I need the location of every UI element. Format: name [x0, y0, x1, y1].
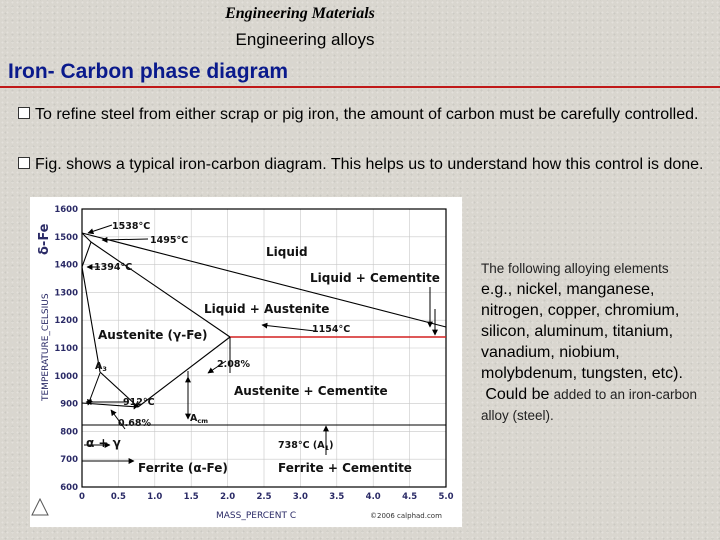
- x-axis-label: MASS_PERCENT C: [216, 511, 297, 521]
- temp-1394-label: 1394°C: [94, 262, 133, 273]
- delta-fe-label: δ-Fe: [37, 223, 52, 255]
- iron-carbon-diagram: [30, 197, 462, 527]
- x-tick-label: 4.0: [365, 492, 381, 502]
- note-tail-text: added to an iron-carbon alloy (steel).: [481, 387, 698, 423]
- y-tick-label: 1200: [54, 316, 78, 327]
- y-tick-label: 1000: [54, 371, 78, 382]
- delta-region-boundary: [82, 233, 91, 267]
- alloying-elements-note: [481, 258, 717, 426]
- region-austenite-cementite: Austenite + Cementite: [234, 384, 388, 398]
- y-tick-label: 1100: [54, 344, 78, 354]
- solidus-line: [91, 242, 230, 337]
- slide-title: Iron- Carbon phase diagram: [8, 60, 289, 83]
- x-tick-label: 0.5: [110, 492, 126, 502]
- note-element-list: e.g., nickel, manganese, nitrogen, copper, chromium, silicon, aluminum, titanium, vanadium, niobium, molybdenum, tungsten, etc).: [481, 281, 683, 382]
- bullet-box-icon: [18, 157, 30, 169]
- region-ferrite: Ferrite (α-Fe): [138, 461, 228, 475]
- y-tick-label: 600: [60, 483, 78, 493]
- x-tick-label: 1.0: [147, 492, 163, 502]
- y-axis-label: TEMPERATURE_CELSIUS: [41, 293, 51, 401]
- acm-label: $A_{cm}$: [190, 413, 208, 425]
- course-title: Engineering Materials: [225, 5, 375, 22]
- bullet-refine-steel: [18, 103, 708, 127]
- y-tick-labels: [54, 205, 78, 493]
- plot-grid: [82, 209, 446, 487]
- x-tick-label: 5.0: [438, 492, 454, 502]
- y-tick-label: 1600: [54, 205, 78, 215]
- region-liquid: Liquid: [266, 245, 308, 259]
- carbon-208-label: 2.08%: [217, 359, 250, 370]
- bullet-text: To refine steel from either scrap or pig iron, the amount of carbon must be carefully controlled.: [35, 106, 699, 123]
- region-austenite: Austenite (γ-Fe): [98, 328, 208, 342]
- temp-912-label: 912°C: [123, 397, 155, 408]
- temp-738-label: 738°C $(A_1)$: [278, 440, 334, 452]
- y-tick-label: 1300: [54, 288, 78, 299]
- x-tick-label: 3.5: [329, 492, 345, 502]
- region-alpha-gamma: α + γ: [86, 436, 121, 450]
- title-underline: [0, 86, 720, 88]
- x-tick-label: 4.5: [402, 492, 418, 502]
- copyright-text: ©2006 calphad.com: [370, 512, 442, 520]
- publisher-logo-icon: [32, 499, 48, 515]
- x-tick-label: 0: [79, 492, 85, 502]
- topic-subtitle: Engineering alloys: [235, 30, 375, 49]
- a3-label: $A_3$: [95, 361, 107, 373]
- bullet-box-icon: [18, 107, 30, 119]
- y-tick-label: 800: [60, 427, 78, 438]
- x-tick-label: 1.5: [183, 492, 199, 502]
- region-liquid-cementite: Liquid + Cementite: [310, 271, 440, 285]
- note-intro: The following alloying elements: [481, 261, 669, 276]
- bullet-text: Fig. shows a typical iron-carbon diagram. This helps us to understand how this control is done.: [35, 156, 704, 173]
- iron-carbon-diagram-figure: [30, 197, 462, 527]
- y-tick-label: 700: [60, 455, 78, 466]
- x-tick-label: 2.5: [256, 492, 272, 502]
- region-liquid-austenite: Liquid + Austenite: [204, 302, 330, 316]
- carbon-068-label: 0.68%: [118, 418, 151, 429]
- temp-1538-label: 1538°C: [112, 221, 151, 232]
- y-tick-label: 1400: [54, 260, 78, 271]
- note-could-be: Could be: [485, 386, 550, 403]
- x-tick-label: 2.0: [220, 492, 236, 502]
- y-tick-label: 900: [60, 399, 78, 410]
- temp-1154-label: 1154°C: [312, 324, 351, 335]
- bullet-fig-shows: [18, 153, 708, 177]
- temp-1495-label: 1495°C: [150, 235, 189, 246]
- x-tick-label: 3.0: [292, 492, 308, 502]
- x-tick-labels: [79, 492, 454, 502]
- y-tick-label: 1500: [54, 232, 78, 243]
- note-tail: [481, 384, 717, 426]
- region-ferrite-cementite: Ferrite + Cementite: [278, 461, 412, 475]
